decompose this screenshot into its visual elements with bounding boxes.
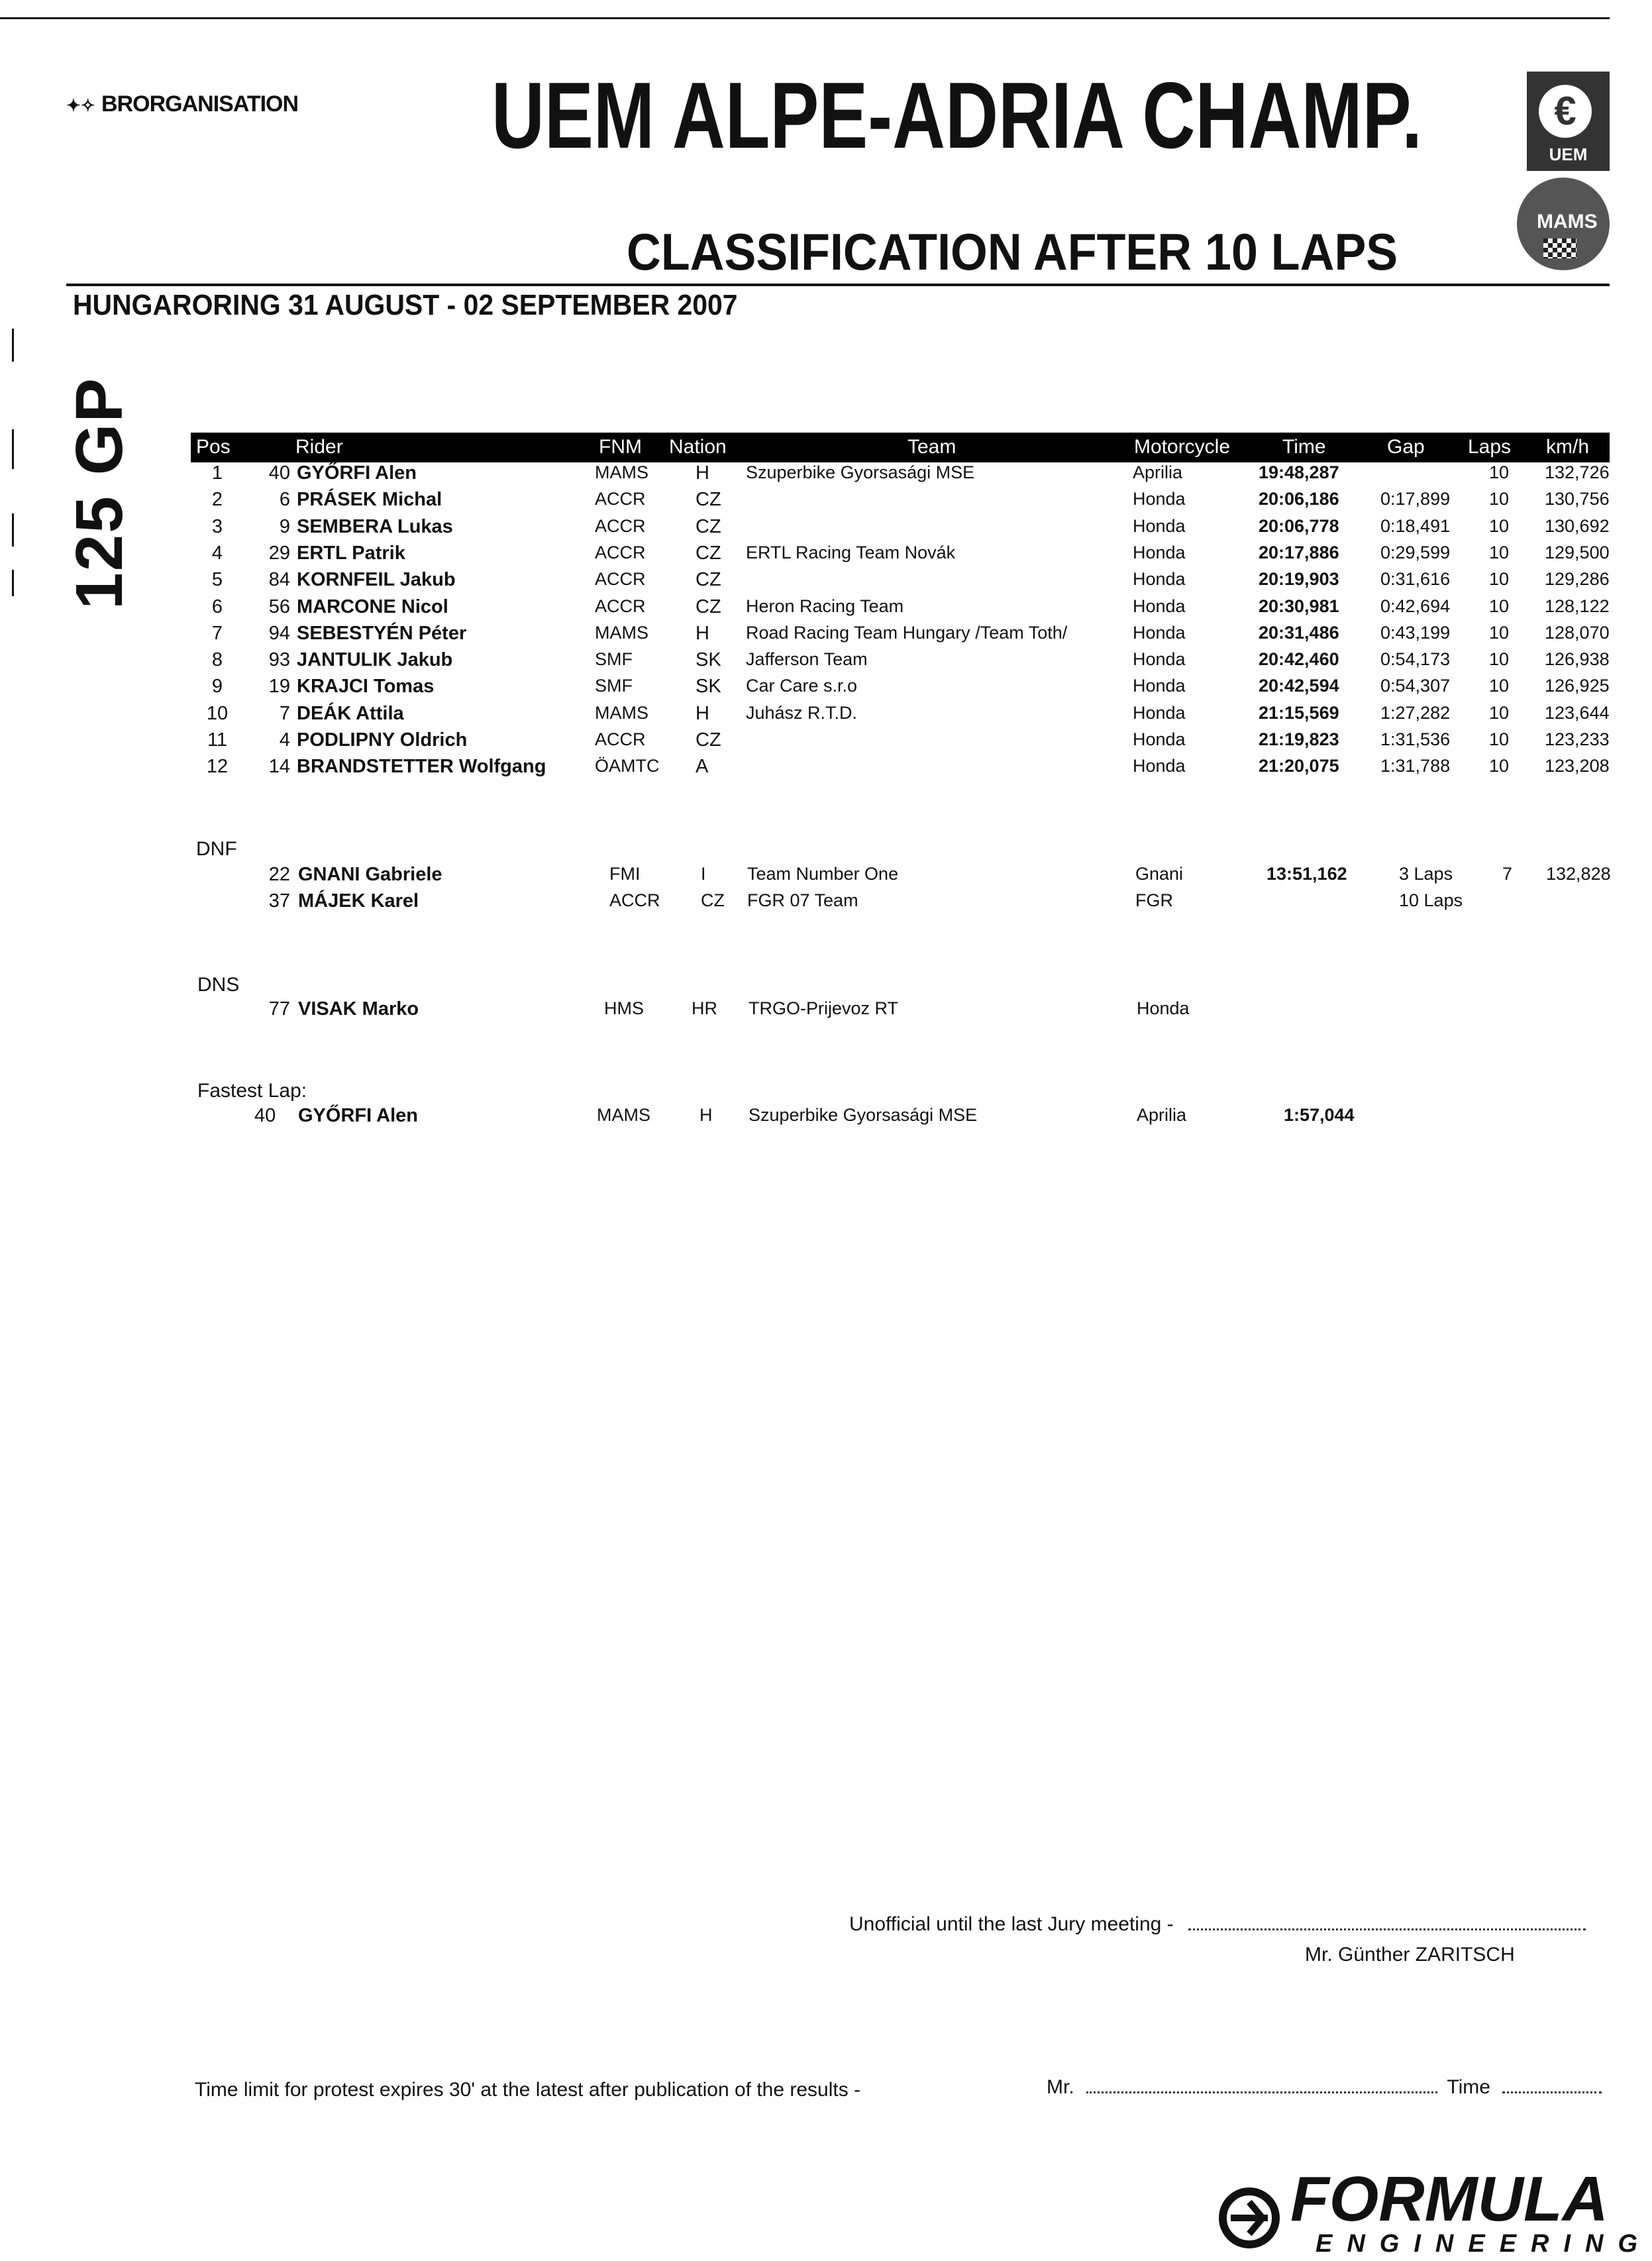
result-fnm: SMF xyxy=(595,649,633,670)
result-laps: 10 xyxy=(1489,462,1510,482)
margin-mark xyxy=(12,513,14,547)
result-number: 93 xyxy=(268,649,290,671)
result-rider: ERTL Patrik xyxy=(297,542,405,564)
result-motorcycle: Honda xyxy=(1133,569,1186,590)
event-title: HUNGARORING 31 AUGUST - 02 SEPTEMBER 2007 xyxy=(73,289,738,321)
result-number: 4 xyxy=(279,729,290,751)
dnf-label: DNF xyxy=(196,838,237,860)
dnf-row xyxy=(191,890,1610,917)
result-rider: BRANDSTETTER Wolfgang xyxy=(297,756,546,778)
margin-mark xyxy=(12,329,14,362)
result-pos: 11 xyxy=(207,729,228,751)
result-kmh: 126,938 xyxy=(1545,649,1610,670)
dnf-row xyxy=(191,864,1610,890)
fastest-lap-team: Szuperbike Gyorsasági MSE xyxy=(749,1105,978,1125)
dnf-kmh: 132,828 xyxy=(1546,864,1611,884)
result-team: Juhász R.T.D. xyxy=(746,702,858,723)
result-laps: 10 xyxy=(1489,515,1510,536)
result-team: Szuperbike Gyorsasági MSE xyxy=(746,462,975,482)
result-row xyxy=(191,462,1610,489)
result-nation: H xyxy=(696,622,709,644)
result-motorcycle: Honda xyxy=(1133,702,1186,723)
col-laps: Laps xyxy=(1468,436,1512,458)
protest-signature xyxy=(1047,2076,1602,2099)
dns-number: 77 xyxy=(268,998,290,1020)
result-kmh: 130,692 xyxy=(1545,515,1610,536)
result-fnm: SMF xyxy=(595,676,633,696)
result-motorcycle: Honda xyxy=(1133,489,1186,509)
dnf-nation: I xyxy=(701,864,706,884)
result-fnm: ACCR xyxy=(595,569,646,590)
result-motorcycle: Honda xyxy=(1133,622,1186,643)
result-rider: PRÁSEK Michal xyxy=(297,489,442,511)
top-rule xyxy=(0,17,1610,19)
result-fnm: ACCR xyxy=(595,596,646,616)
result-nation: H xyxy=(696,702,709,724)
result-motorcycle: Honda xyxy=(1133,515,1186,536)
result-pos: 4 xyxy=(211,542,223,564)
mr-signature-line xyxy=(1086,2091,1437,2093)
result-pos: 2 xyxy=(211,489,223,511)
result-kmh: 130,756 xyxy=(1545,489,1610,509)
result-team: Jafferson Team xyxy=(746,649,868,670)
fastest-lap-row xyxy=(191,1105,1610,1131)
result-rider: JANTULIK Jakub xyxy=(297,649,453,671)
dnf-team: FGR 07 Team xyxy=(747,890,858,910)
organisation-logo xyxy=(66,91,298,117)
result-pos: 1 xyxy=(211,462,223,484)
col-team: Team xyxy=(907,436,956,458)
dns-nation: HR xyxy=(692,998,717,1018)
result-time: 19:48,287 xyxy=(1259,462,1339,482)
result-laps: 10 xyxy=(1489,622,1510,643)
dnf-gap: 10 Laps xyxy=(1399,890,1463,910)
result-row xyxy=(191,729,1610,756)
result-laps: 10 xyxy=(1489,702,1510,723)
formula-swirl-icon xyxy=(1216,2185,1282,2251)
result-pos: 5 xyxy=(211,569,223,591)
dnf-number: 22 xyxy=(268,864,290,885)
result-laps: 10 xyxy=(1489,729,1510,749)
col-nation: Nation xyxy=(669,436,727,458)
result-kmh: 123,644 xyxy=(1545,702,1610,723)
event-rule xyxy=(66,284,1610,286)
result-rider: SEMBERA Lukas xyxy=(297,515,453,537)
result-fnm: ACCR xyxy=(595,489,646,509)
col-fnm: FNM xyxy=(599,436,642,458)
result-row xyxy=(191,623,1610,649)
col-time: Time xyxy=(1282,436,1326,458)
result-fnm: ÖAMTC xyxy=(595,756,660,776)
engineering-text: ENGINEERING xyxy=(1316,2230,1652,2258)
result-team: Heron Racing Team xyxy=(746,596,904,616)
result-time: 20:30,981 xyxy=(1259,596,1339,616)
result-kmh: 128,070 xyxy=(1545,622,1610,643)
dnf-team: Team Number One xyxy=(747,864,899,884)
result-motorcycle: Honda xyxy=(1133,596,1186,616)
result-pos: 10 xyxy=(206,702,229,724)
result-gap: 1:31,788 xyxy=(1380,756,1451,776)
dns-row xyxy=(191,998,1610,1025)
result-nation: CZ xyxy=(696,729,721,751)
result-time: 21:19,823 xyxy=(1259,729,1339,749)
result-kmh: 123,233 xyxy=(1545,729,1610,749)
result-row xyxy=(191,516,1610,543)
result-laps: 10 xyxy=(1489,489,1510,509)
result-rider: SEBESTYÉN Péter xyxy=(297,622,467,644)
col-rider: Rider xyxy=(295,436,343,458)
dnf-time: 13:51,162 xyxy=(1266,864,1347,884)
signature-line xyxy=(1188,1928,1586,1930)
result-number: 14 xyxy=(268,756,290,778)
result-kmh: 132,726 xyxy=(1545,462,1610,482)
official-name: Mr. Günther ZARITSCH xyxy=(1305,1944,1515,1966)
championship-title: UEM ALPE-ADRIA CHAMP. xyxy=(491,63,1423,168)
result-kmh: 128,122 xyxy=(1545,596,1610,616)
result-gap: 1:31,536 xyxy=(1380,729,1451,749)
result-nation: CZ xyxy=(696,489,721,511)
result-motorcycle: Honda xyxy=(1133,542,1186,562)
result-laps: 10 xyxy=(1489,649,1510,670)
result-motorcycle: Honda xyxy=(1133,729,1186,749)
fastest-lap-fnm: MAMS xyxy=(597,1105,650,1125)
result-kmh: 129,500 xyxy=(1545,542,1610,562)
result-gap: 0:17,899 xyxy=(1380,489,1451,509)
result-nation: CZ xyxy=(696,569,721,591)
result-laps: 10 xyxy=(1489,542,1510,562)
uem-logo xyxy=(1527,72,1610,171)
col-kmh: km/h xyxy=(1546,436,1590,458)
result-number: 84 xyxy=(268,569,290,591)
result-row xyxy=(191,676,1610,702)
fastest-lap-nation: H xyxy=(699,1105,713,1125)
result-nation: H xyxy=(696,462,709,484)
dns-motorcycle: Honda xyxy=(1137,998,1190,1018)
result-fnm: ACCR xyxy=(595,515,646,536)
time-label: Time xyxy=(1447,2076,1490,2098)
result-number: 9 xyxy=(279,515,290,537)
result-gap: 0:54,173 xyxy=(1380,649,1451,670)
margin-mark xyxy=(12,570,14,596)
result-time: 20:19,903 xyxy=(1259,569,1339,590)
result-pos: 12 xyxy=(206,756,229,778)
dnf-motorcycle: Gnani xyxy=(1135,864,1184,884)
result-nation: A xyxy=(696,756,709,778)
result-number: 19 xyxy=(268,676,290,698)
result-fnm: MAMS xyxy=(595,702,648,723)
result-motorcycle: Honda xyxy=(1133,676,1186,696)
dnf-nation: CZ xyxy=(701,890,725,910)
result-motorcycle: Aprilia xyxy=(1133,462,1183,482)
dns-fnm: HMS xyxy=(604,998,644,1018)
result-kmh: 126,925 xyxy=(1545,676,1610,696)
col-motorcycle: Motorcycle xyxy=(1134,436,1231,458)
result-row xyxy=(191,569,1610,596)
fastest-lap-rider: GYŐRFI Alen xyxy=(298,1105,418,1126)
result-fnm: ACCR xyxy=(595,729,646,749)
dns-label: DNS xyxy=(197,974,240,996)
result-gap: 0:29,599 xyxy=(1380,542,1451,562)
result-laps: 10 xyxy=(1489,569,1510,590)
result-gap: 0:42,694 xyxy=(1380,596,1451,616)
dnf-rider: MÁJEK Karel xyxy=(298,890,419,912)
result-number: 29 xyxy=(268,542,290,564)
result-time: 20:42,594 xyxy=(1259,676,1339,696)
fastest-lap-time: 1:57,044 xyxy=(1284,1105,1355,1125)
result-kmh: 129,286 xyxy=(1545,569,1610,590)
result-time: 21:20,075 xyxy=(1259,756,1339,776)
result-time: 20:06,186 xyxy=(1259,489,1339,509)
result-laps: 10 xyxy=(1489,676,1510,696)
result-pos: 6 xyxy=(211,596,223,617)
mams-logo-text: MAMS xyxy=(1537,211,1598,233)
result-row xyxy=(191,543,1610,569)
result-motorcycle: Honda xyxy=(1133,649,1186,670)
dnf-laps: 7 xyxy=(1502,864,1513,884)
dns-rider: VISAK Marko xyxy=(298,998,419,1020)
time-line xyxy=(1502,2091,1602,2093)
result-laps: 10 xyxy=(1489,596,1510,616)
result-nation: SK xyxy=(696,649,721,671)
result-pos: 3 xyxy=(211,515,223,537)
result-fnm: ACCR xyxy=(595,542,646,562)
result-gap: 0:31,616 xyxy=(1380,569,1451,590)
result-rider: KORNFEIL Jakub xyxy=(297,569,456,591)
uem-logo-text: UEM xyxy=(1549,144,1588,164)
result-pos: 8 xyxy=(211,649,223,671)
result-fnm: MAMS xyxy=(595,622,648,643)
class-label: 125 GP xyxy=(62,376,136,609)
result-number: 40 xyxy=(268,462,290,484)
protest-note: Time limit for protest expires 30' at the latest after publication of the results - xyxy=(195,2079,861,2101)
dnf-motorcycle: FGR xyxy=(1135,890,1173,910)
fastest-lap-number: 40 xyxy=(254,1105,276,1126)
result-pos: 7 xyxy=(211,622,223,644)
result-nation: SK xyxy=(696,676,721,698)
result-nation: CZ xyxy=(696,515,721,537)
result-team: Car Care s.r.o xyxy=(746,676,858,696)
result-team: ERTL Racing Team Novák xyxy=(746,542,956,562)
result-rider: GYŐRFI Alen xyxy=(297,462,417,484)
result-row xyxy=(191,703,1610,729)
result-nation: CZ xyxy=(696,596,721,617)
result-gap: 0:18,491 xyxy=(1380,515,1451,536)
result-time: 20:31,486 xyxy=(1259,622,1339,643)
result-gap: 0:43,199 xyxy=(1380,622,1451,643)
results-table-header xyxy=(191,433,1610,462)
result-number: 7 xyxy=(279,702,290,724)
organisation-name: BRORGANISATION xyxy=(101,91,299,117)
result-rider: MARCONE Nicol xyxy=(297,596,448,617)
fastest-lap-label: Fastest Lap: xyxy=(197,1080,307,1102)
result-time: 20:42,460 xyxy=(1259,649,1339,670)
result-rider: DEÁK Attila xyxy=(297,702,404,724)
mams-logo xyxy=(1517,178,1610,270)
dnf-rider: GNANI Gabriele xyxy=(298,864,442,885)
euro-icon: € xyxy=(1539,85,1592,138)
formula-engineering-logo xyxy=(1216,2164,1652,2261)
result-team: Road Racing Team Hungary /Team Toth/ xyxy=(746,622,1068,643)
unofficial-text: Unofficial until the last Jury meeting - xyxy=(849,1913,1174,1935)
dns-team: TRGO-Prijevoz RT xyxy=(749,998,899,1018)
classification-title: CLASSIFICATION AFTER 10 LAPS xyxy=(627,223,1398,281)
result-row xyxy=(191,596,1610,623)
result-kmh: 123,208 xyxy=(1545,756,1610,776)
result-number: 6 xyxy=(279,489,290,511)
result-time: 20:17,886 xyxy=(1259,542,1339,562)
dnf-gap: 3 Laps xyxy=(1399,864,1453,884)
formula-text: FORMULA xyxy=(1290,2164,1608,2235)
result-rider: PODLIPNY Oldrich xyxy=(297,729,468,751)
dnf-fnm: ACCR xyxy=(609,890,660,910)
result-nation: CZ xyxy=(696,542,721,564)
result-gap: 0:54,307 xyxy=(1380,676,1451,696)
result-laps: 10 xyxy=(1489,756,1510,776)
result-time: 21:15,569 xyxy=(1259,702,1339,723)
dnf-number: 37 xyxy=(268,890,290,912)
result-fnm: MAMS xyxy=(595,462,648,482)
result-time: 20:06,778 xyxy=(1259,515,1339,536)
col-pos: Pos xyxy=(196,436,231,458)
mr-label: Mr. xyxy=(1047,2076,1074,2098)
checkered-flag-icon xyxy=(1543,238,1576,258)
unofficial-note xyxy=(849,1913,1586,1936)
col-gap: Gap xyxy=(1387,436,1425,458)
result-row xyxy=(191,489,1610,515)
result-pos: 9 xyxy=(211,676,223,698)
result-number: 94 xyxy=(268,622,290,644)
organisation-logo-mark: ✦✧ xyxy=(66,95,95,115)
fastest-lap-motorcycle: Aprilia xyxy=(1137,1105,1187,1125)
result-number: 56 xyxy=(268,596,290,617)
dnf-fnm: FMI xyxy=(609,864,641,884)
result-row xyxy=(191,649,1610,676)
result-row xyxy=(191,756,1610,782)
result-motorcycle: Honda xyxy=(1133,756,1186,776)
margin-mark xyxy=(12,429,14,469)
result-rider: KRAJCI Tomas xyxy=(297,676,435,698)
result-gap: 1:27,282 xyxy=(1380,702,1451,723)
